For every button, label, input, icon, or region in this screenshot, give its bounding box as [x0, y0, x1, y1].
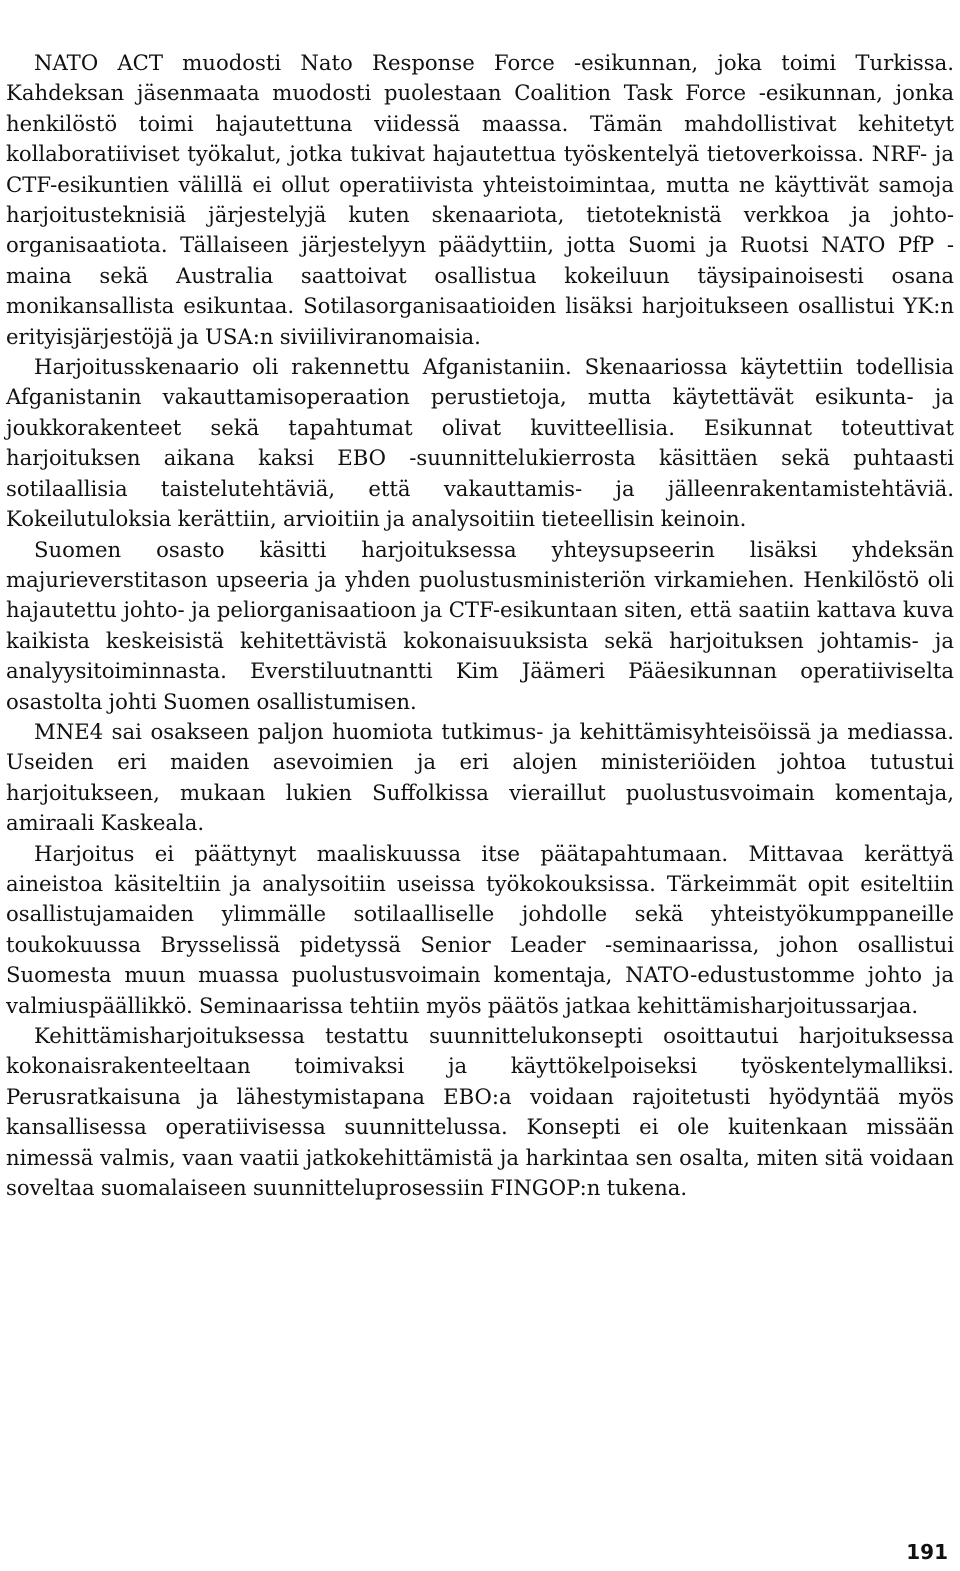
page-number: 191 [906, 1540, 948, 1564]
paragraph-conclusion: Kehittämisharjoituksessa testattu suunnittelukonsepti osoittautui harjoituksessa kokonaisrakenteeltaan toimivaksi ja käyttökelpoiseksi työskentelymalliksi. Perusratkaisuna ja lähestymistapana EBO:a voidaan rajoitetusti hyödyntää myös kansallisessa operatiivisessa suunnittelussa. Konsepti ei ole kuitenkaan missään nimessä valmis, vaan vaatii jatkokehittämistä ja harkintaa sen osalta, miten sitä voidaan soveltaa suomalaiseen suunnitteluprosessiin FINGOP:n tukena. [6, 1023, 954, 1201]
paragraph-senior-leader-seminar: Harjoitus ei päättynyt maaliskuussa itse päätapahtumaan. Mittavaa kerättyä aineistoa käsiteltiin ja analysoitiin useissa työkokouksissa. Tärkeimmät opit esiteltiin osallistujamaiden ylimmälle sotilaalliselle johdolle sekä yhteistyökumppaneille toukokuussa Brysselissä pidetyssä Senior Leader -seminaarissa, johon osallistui Suomesta muun muassa puolustusvoimain komentaja, NATO-edustustomme johto ja valmiuspäällikkö. Seminaarissa tehtiin myös päätös jatkaa kehittämisharjoitussarjaa. [6, 840, 954, 1018]
paragraph-nrf-ctf: NATO ACT muodosti Nato Response Force -esikunnan, joka toimi Turkissa. Kahdeksan jäsenmaata muodosti puolestaan Coalition Task Force -esikunnan, jonka henkilöstö toimi hajautettuna viidessä maassa. Tämän mahdollistivat kehitetyt kollaboratiiviset työkalut, jotka tukivat hajautettua työskentelyä tietoverkoissa. NRF- ja CTF-esikuntien välillä ei ollut operatiivista yhteistoimintaa, mutta ne käyttivät samoja harjoitusteknisiä järjestelyjä kuten skenaariota, tietoteknistä verkkoa ja johto-organisaatiota. Tällaiseen järjestelyyn päädyttiin, jotta Suomi ja Ruotsi NATO PfP -maina sekä Australia saattoivat osallistua kokeiluun täysipainoisesti osana monikansallista esikuntaa. Sotilasorganisaatioiden lisäksi harjoitukseen osallistui YK:n erityisjärjestöjä ja USA:n siviiliviranomaisia. [6, 50, 954, 349]
document-page [6, 48, 954, 1203]
paragraph-scenario: Harjoitusskenaario oli rakennettu Afganistaniin. Skenaariossa käytettiin todellisia Afganistanin vakauttamisoperaation perustietoja, mutta käytettävät esikunta- ja joukkorakenteet sekä tapahtumat olivat kuvitteellisia. Esikunnat toteuttivat harjoituksen aikana kaksi EBO -suunnittelukierrosta käsittäen sekä puhtaasti sotilaallisia taistelutehtäviä, että vakauttamis- ja jälleenrakentamistehtäviä. Kokeilutuloksia kerättiin, arvioitiin ja analysoitiin tieteellisin keinoin. [6, 354, 954, 532]
paragraph-mne4-attention: MNE4 sai osakseen paljon huomiota tutkimus- ja kehittämisyhteisöissä ja mediassa. Useiden eri maiden asevoimien ja eri alojen ministeriöiden johtoa tutustui harjoitukseen, mukaan lukien Suffolkissa vieraillut puolustusvoimain komentaja, amiraali Kaskeala. [6, 718, 954, 836]
paragraph-finnish-team: Suomen osasto käsitti harjoituksessa yhteysupseerin lisäksi yhdeksän majurieverstitason upseeria ja yhden puolustusministeriön virkamiehen. Henkilöstö oli hajautettu johto- ja peliorganisaatioon ja CTF-esikuntaan siten, että saatiin kattava kuva kaikista keskeisistä kehitettävistä kokonaisuuksista sekä harjoituksen johtamis- ja analyysitoiminnasta. Everstiluutnantti Kim Jäämeri Pääesikunnan operatiiviselta osastolta johti Suomen osallistumisen. [6, 536, 954, 714]
